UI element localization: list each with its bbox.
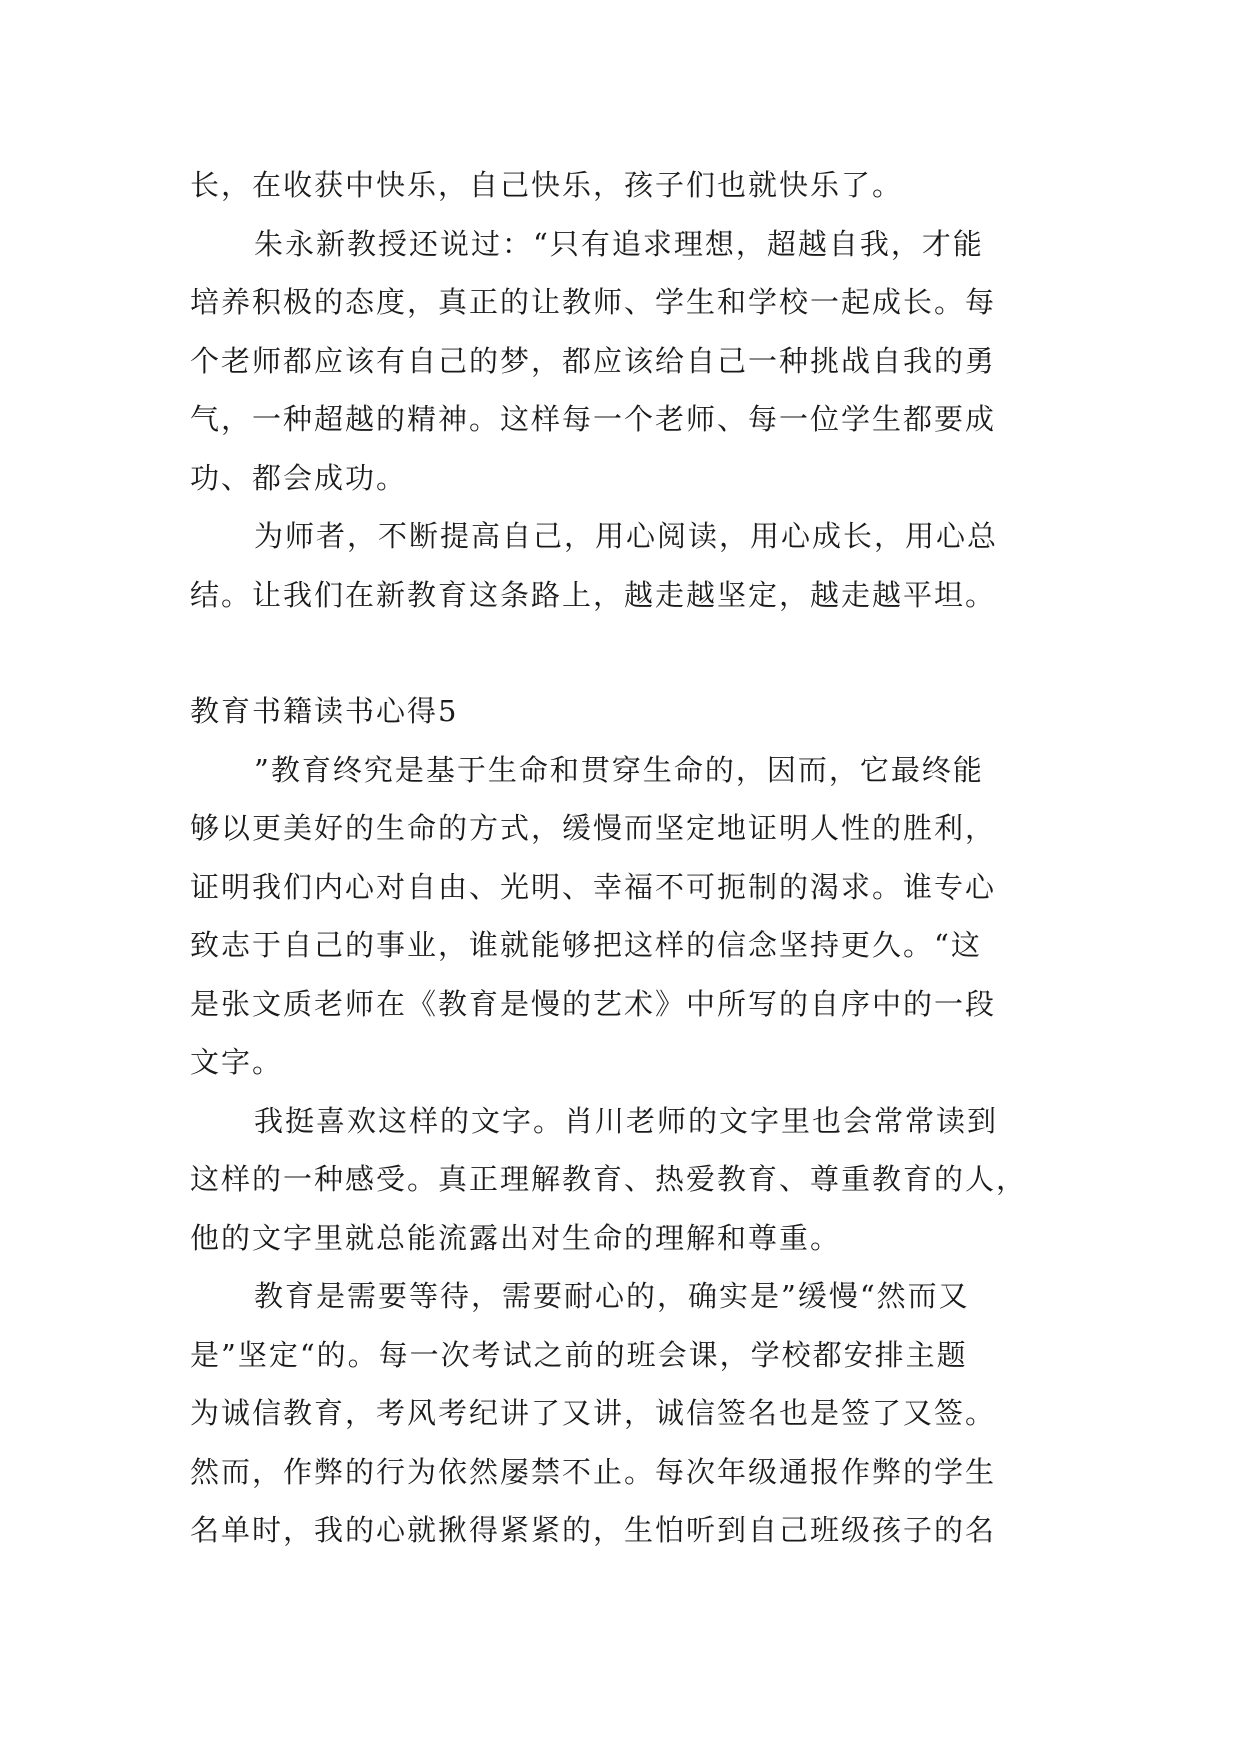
paragraph-line: 长，在收获中快乐，自己快乐，孩子们也就快乐了。 [190,168,904,202]
paragraph-line: 朱永新教授还说过：“只有追求理想，超越自我，才能 [254,226,984,261]
paragraph-line: 我挺喜欢这样的文字。肖川老师的文字里也会常常读到 [254,1103,999,1138]
paragraph-line: 个老师都应该有自己的梦，都应该给自己一种挑战自我的勇 [190,343,997,378]
paragraph-line: 致志于自己的事业，谁就能够把这样的信念坚持更久。“这 [190,928,982,962]
paragraph-line: 名单时，我的心就揪得紧紧的，生怕听到自己班级孩子的名 [190,1513,997,1547]
section-gap [190,624,1060,682]
paragraph-line: 功、都会成功。 [190,460,408,495]
paragraph-line: 为诚信教育，考风考纪讲了又讲，诚信签名也是签了又签。 [190,1396,997,1430]
paragraph-line: 够以更美好的生命的方式，缓慢而坚定地证明人性的胜利， [190,811,997,845]
paragraph-line: 教育是需要等待，需要耐心的，确实是”缓慢“然而又 [254,1279,970,1313]
paragraph-line: 这样的一种感受。真正理解教育、热爱教育、尊重教育的人， [190,1162,1028,1196]
paragraph-line: 证明我们内心对自由、光明、幸福不可扼制的渴求。谁专心 [190,869,997,904]
paragraph-line: 气，一种超越的精神。这样每一个老师、每一位学生都要成 [190,402,997,436]
paragraph-line: 他的文字里就总能流露出对生命的理解和尊重。 [190,1220,842,1255]
paragraph-line: 是”坚定“的。每一次考试之前的班会课，学校都安排主题 [190,1337,968,1372]
paragraph-line: ”教育终究是基于生命和贯穿生命的，因而，它最终能 [254,752,984,787]
paragraph-line: 是张文质老师在《教育是慢的艺术》中所写的自序中的一段 [190,986,997,1021]
paragraph-line: 结。让我们在新教育这条路上，越走越坚定，越走越平坦。 [190,577,997,612]
paragraph-line: 然而，作弊的行为依然屡禁不止。每次年级通报作弊的学生 [190,1454,997,1489]
paragraph-line: 培养积极的态度，真正的让教师、学生和学校一起成长。每 [190,285,997,319]
document-body [190,156,1060,1560]
paragraph-line: 文字。 [190,1045,284,1079]
section-heading: 教育书籍读书心得5 [190,694,459,728]
paragraph-line: 为师者，不断提高自己，用心阅读，用心成长，用心总 [254,519,999,553]
